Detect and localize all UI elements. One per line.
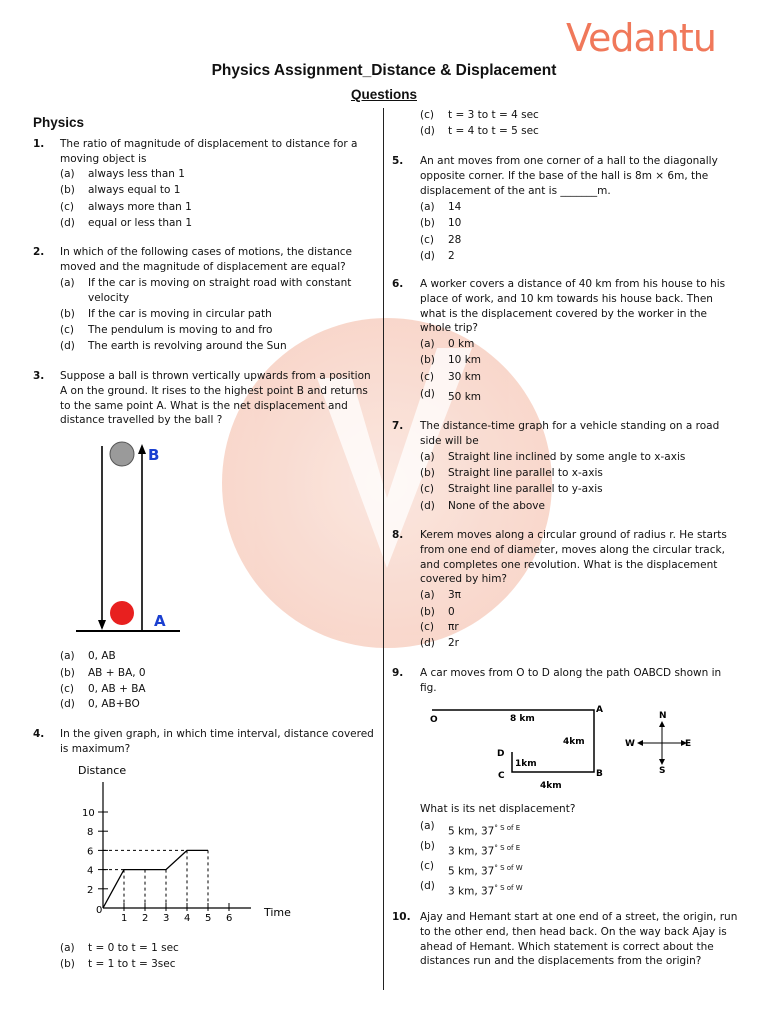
option-label: (b) <box>60 184 75 196</box>
question-text <box>60 245 352 275</box>
question-text-line: distances run and the displacements from the origin? <box>420 955 702 968</box>
question-text-line: Kerem moves along a circular ground of radius r. He starts <box>420 529 727 541</box>
question-text-line: fig. <box>420 681 437 694</box>
option-label: (c) <box>420 860 434 872</box>
path-figure <box>422 700 702 796</box>
series-line <box>103 850 208 908</box>
option-text: πr <box>448 621 459 633</box>
question-text <box>60 369 371 428</box>
option-text: equal or less than 1 <box>88 217 193 229</box>
option-text: t = 4 to t = 5 sec <box>448 125 539 137</box>
ball-bottom-icon <box>110 601 134 625</box>
point-b-label: B <box>596 769 603 779</box>
option-label: (b) <box>420 217 435 229</box>
option-text: If the car is moving in circular path <box>88 308 272 320</box>
option-text: always equal to 1 <box>88 184 181 196</box>
south-arrow-icon <box>659 759 665 765</box>
question-text-line: A car moves from O to D along the path OABCD shown in <box>420 667 722 679</box>
option-text <box>448 821 520 839</box>
north-arrow-icon <box>659 721 665 727</box>
question-text-line: place of work, and 10 km towards his house back. Then <box>420 292 713 305</box>
point-d-label: D <box>497 749 505 759</box>
brand-logo: Vedantu <box>566 16 716 60</box>
question-number: 4. <box>33 728 45 740</box>
question-number: 8. <box>392 529 404 541</box>
question-text <box>420 154 718 198</box>
question-text-line: In which of the following cases of motions, the distance <box>60 246 352 258</box>
option-label: (d) <box>420 637 435 649</box>
option-label: (c) <box>60 324 74 336</box>
question-text <box>420 528 727 587</box>
y-tick-label: 8 <box>87 827 94 839</box>
option-label: (a) <box>60 942 75 954</box>
question-text <box>60 137 357 167</box>
option-text: always less than 1 <box>88 168 185 180</box>
question-5 <box>392 154 737 200</box>
option-text: always more than 1 <box>88 201 192 213</box>
question-text-line: side will be <box>420 434 479 447</box>
question-text-line: opposite corner. If the base of the hall is 8m × 6m, the <box>420 169 709 182</box>
option-continuation <box>88 291 129 305</box>
section-heading: Physics <box>33 115 85 130</box>
question-text-line: to the same point A. What is the net displacement and <box>60 399 348 412</box>
option-label: (c) <box>420 234 434 246</box>
option-text <box>448 841 520 859</box>
y-axis-label: Distance <box>78 764 127 777</box>
west-label: W <box>625 739 635 749</box>
option-label: (a) <box>420 820 435 832</box>
option-text-sup: ° S of W <box>494 864 523 872</box>
option-label: (c) <box>420 483 434 495</box>
question-text-line: covered by him? <box>420 573 508 586</box>
question-text-line: An ant moves from one corner of a hall to the diagonally <box>420 155 718 167</box>
question-text <box>420 910 737 969</box>
question-number: 7. <box>392 420 404 432</box>
distance-time-graph <box>66 760 316 930</box>
option-label: (d) <box>420 125 435 137</box>
option-text: 0, AB+BO <box>88 698 140 710</box>
option-text <box>448 881 523 899</box>
option-text: None of the above <box>448 500 545 512</box>
option-label: (d) <box>420 388 435 400</box>
question-text-line: A worker covers a distance of 40 km from his house to his <box>420 278 726 290</box>
north-label: N <box>659 711 667 721</box>
option-text: The earth is revolving around the Sun <box>88 340 287 352</box>
option-label: (d) <box>420 500 435 512</box>
question-text-line: The ratio of magnitude of displacement to distance for a <box>60 138 358 150</box>
question-text-line: ahead of Hemant. Which statement is correct about the <box>420 940 714 953</box>
label-b: B <box>148 446 160 464</box>
question-text-line: moved and the magnitude of displacement are equal? <box>60 260 346 273</box>
question-text-line: Suppose a ball is thrown vertically upwards from a position <box>60 370 371 382</box>
option-text: 10 km <box>448 354 482 366</box>
option-label: (b) <box>420 354 435 366</box>
x-tick-label: 4 <box>184 913 191 924</box>
option-label: (a) <box>60 650 75 662</box>
option-label: (b) <box>60 308 75 320</box>
y-tick-label: 4 <box>87 865 94 877</box>
question-text <box>420 277 725 336</box>
option-text-sup: ° S of E <box>494 844 521 852</box>
question-text-line: from one end of diameter, moves along the circular track, <box>420 543 725 556</box>
question-text-line: moving object is <box>60 152 147 165</box>
question-text-line: A on the ground. It rises to the highest point B and returns <box>60 384 368 397</box>
origin-label: 0 <box>96 905 103 916</box>
question-9 <box>392 666 737 698</box>
option-label: (b) <box>420 840 435 852</box>
question-text-line: In the given graph, in which time interval, distance covered <box>60 728 374 740</box>
x-axis-label: Time <box>264 906 291 919</box>
label-a: A <box>154 612 166 630</box>
option-label: (a) <box>60 277 75 289</box>
question-text-line: Ajay and Hemant start at one end of a street, the origin, run <box>420 911 738 923</box>
option-label: (d) <box>420 880 435 892</box>
question-3 <box>33 369 378 429</box>
question-8 <box>392 528 737 588</box>
option-label: (d) <box>60 340 75 352</box>
segment-bc-label: 4km <box>540 781 562 791</box>
option-text: AB + BA, 0 <box>88 667 146 679</box>
option-label: (d) <box>60 217 75 229</box>
option-text: 3π <box>448 589 462 601</box>
west-arrow-icon <box>637 740 643 746</box>
option-label: (c) <box>420 621 434 633</box>
ball-top-icon <box>110 442 134 466</box>
east-label: E <box>685 739 692 749</box>
x-tick-label: 1 <box>121 913 128 924</box>
question-4 <box>33 727 378 759</box>
down-arrow-icon <box>98 620 106 630</box>
option-label: (c) <box>60 683 74 695</box>
question-7 <box>392 419 737 451</box>
option-text: 14 <box>448 201 462 213</box>
question-text-line: what is the displacement covered by the worker in the <box>420 307 708 320</box>
option-text: 50 km <box>448 391 482 403</box>
option-text: Straight line inclined by some angle to x-axis <box>448 451 686 463</box>
x-tick-label: 6 <box>226 913 233 924</box>
point-a-label: A <box>596 705 603 715</box>
option-label: (b) <box>420 606 435 618</box>
option-label: (d) <box>60 698 75 710</box>
x-tick-label: 3 <box>163 913 170 924</box>
question-number: 5. <box>392 155 404 167</box>
option-text: 2 <box>448 250 455 262</box>
question-text-line: and completes one revolution. What is the displacement <box>420 558 718 571</box>
question-number: 1. <box>33 138 45 150</box>
option-text-main: 3 km, 37 <box>448 845 495 858</box>
question-number: 9. <box>392 667 404 679</box>
question-number: 2. <box>33 246 45 258</box>
option-text: t = 1 to t = 3sec <box>88 958 176 970</box>
option-text: 2r <box>448 637 459 649</box>
segment-oa-label: 8 km <box>510 714 535 724</box>
question-text-line: whole trip? <box>420 322 478 335</box>
point-o-label: O <box>430 715 438 725</box>
page-subtitle: Questions <box>350 87 417 102</box>
question-text <box>60 727 374 757</box>
question-text-line: The distance-time graph for a vehicle standing on a road <box>420 420 720 432</box>
option-text-sup: ° S of W <box>494 884 523 892</box>
question-text <box>420 666 721 696</box>
y-tick-label: 2 <box>87 884 94 896</box>
question-1 <box>33 137 373 169</box>
option-text: t = 3 to t = 4 sec <box>448 109 539 121</box>
south-label: S <box>659 766 666 776</box>
ball-figure <box>72 436 182 636</box>
option-text: Straight line parallel to x-axis <box>448 467 603 479</box>
question-text-line: distance travelled by the ball ? <box>60 414 223 427</box>
question-text-line: displacement of the ant is _______m. <box>420 184 611 197</box>
question-10 <box>392 910 742 970</box>
option-label: (c) <box>420 109 434 121</box>
option-label: (a) <box>60 168 75 180</box>
question-number: 3. <box>33 370 45 382</box>
option-label: (b) <box>60 667 75 679</box>
option-text: The pendulum is moving to and fro <box>88 324 273 336</box>
point-c-label: C <box>498 771 505 781</box>
question-number: 6. <box>392 278 404 290</box>
option-label: (a) <box>420 338 435 350</box>
option-label: (b) <box>60 958 75 970</box>
option-text-main: 5 km, 37 <box>448 865 495 878</box>
question-6 <box>392 277 737 337</box>
option-text: 0 km <box>448 338 475 350</box>
segment-cd-label: 1km <box>515 759 537 769</box>
option-label: (d) <box>420 250 435 262</box>
option-label: (c) <box>420 371 434 383</box>
option-text <box>448 861 523 879</box>
x-tick-label: 5 <box>205 913 212 924</box>
up-arrow-icon <box>138 444 146 454</box>
x-tick-label: 2 <box>142 913 149 924</box>
y-tick-label: 10 <box>82 808 95 819</box>
question-9-prompt: What is its net displacement? <box>420 803 576 815</box>
page-title: Physics Assignment_Distance & Displacement <box>211 62 557 79</box>
option-text-sup: ° S of E <box>494 824 521 832</box>
y-tick-label: 6 <box>87 846 94 858</box>
option-label: (a) <box>420 451 435 463</box>
option-text: If the car is moving on straight road with constant <box>88 277 352 289</box>
option-text-main: 3 km, 37 <box>448 885 495 898</box>
question-text <box>420 419 719 449</box>
option-text: 28 <box>448 234 462 246</box>
option-text: 0, AB <box>88 650 116 662</box>
option-label: (a) <box>420 589 435 601</box>
option-text-main: 5 km, 37 <box>448 825 495 838</box>
option-text: velocity <box>88 292 130 304</box>
question-text-line: is maximum? <box>60 742 131 755</box>
option-text: 10 <box>448 217 462 229</box>
option-label: (b) <box>420 467 435 479</box>
option-text: 0, AB + BA <box>88 683 146 695</box>
option-text: Straight line parallel to y-axis <box>448 483 603 495</box>
question-2 <box>33 245 373 277</box>
question-text-line: to the other end, then head back. On the way back Ajay is <box>420 925 727 938</box>
option-label: (a) <box>420 201 435 213</box>
segment-ab-label: 4km <box>563 737 585 747</box>
option-text: 0 <box>448 606 455 618</box>
option-text: 30 km <box>448 371 482 383</box>
column-divider <box>383 108 384 990</box>
question-number: 10. <box>392 911 411 923</box>
option-text: t = 0 to t = 1 sec <box>88 942 179 954</box>
option-label: (c) <box>60 201 74 213</box>
